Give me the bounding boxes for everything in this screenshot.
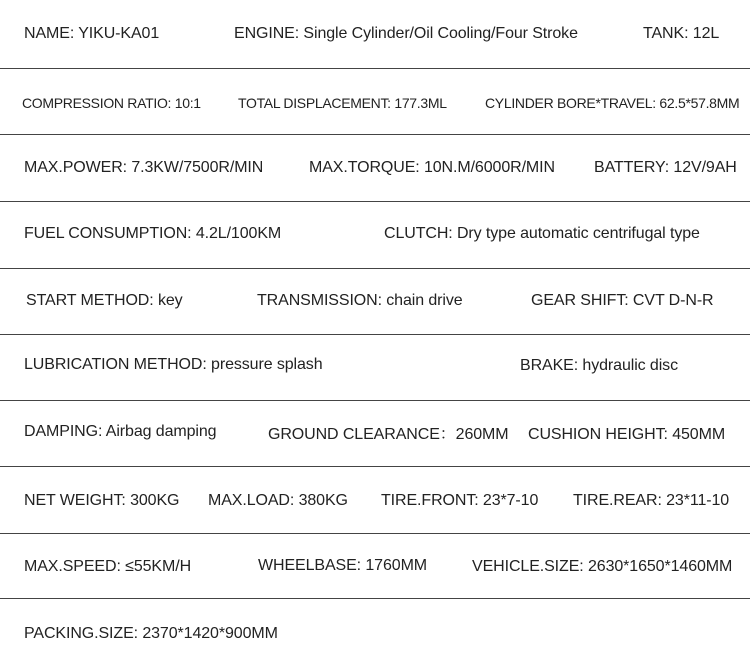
spec-name: NAME: YIKU-KA01 [24, 25, 160, 42]
spec-row-damping-clearance-cushion [0, 401, 750, 467]
spec-battery: BATTERY: 12V/9AH [594, 159, 737, 176]
spec-vehicle-size: VEHICLE.SIZE: 2630*1650*1460MM [472, 558, 733, 575]
spec-row-speed-wheelbase-size [0, 534, 750, 599]
spec-transmission: TRANSMISSION: chain drive [257, 292, 463, 309]
spec-max-load: MAX.LOAD: 380KG [208, 492, 348, 509]
spec-brake: BRAKE: hydraulic disc [520, 357, 678, 374]
spec-max-power: MAX.POWER: 7.3KW/7500R/MIN [24, 159, 264, 176]
spec-start-method: START METHOD: key [26, 292, 183, 309]
spec-max-torque: MAX.TORQUE: 10N.M/6000R/MIN [309, 159, 555, 176]
spec-row-fuel-clutch [0, 202, 750, 269]
spec-total-displacement: TOTAL DISPLACEMENT: 177.3ML [238, 95, 447, 111]
spec-compression-ratio: COMPRESSION RATIO: 10:1 [22, 95, 201, 111]
spec-gear-shift: GEAR SHIFT: CVT D-N-R [531, 292, 714, 309]
spec-row-lubrication-brake [0, 335, 750, 401]
spec-row-compression-displacement-bore [0, 69, 750, 135]
spec-clutch: CLUTCH: Dry type automatic centrifugal type [384, 225, 700, 242]
spec-row-packing-size [0, 599, 750, 666]
spec-damping: DAMPING: Airbag damping [24, 423, 217, 440]
spec-fuel-consumption: FUEL CONSUMPTION: 4.2L/100KM [24, 225, 282, 242]
spec-net-weight: NET WEIGHT: 300KG [24, 492, 180, 509]
spec-cylinder-bore-travel: CYLINDER BORE*TRAVEL: 62.5*57.8MM [485, 95, 740, 111]
spec-max-speed: MAX.SPEED: ≤55KM/H [24, 558, 192, 575]
spec-row-start-transmission-gear [0, 269, 750, 335]
spec-row-power-torque-battery [0, 135, 750, 202]
spec-tire-front: TIRE.FRONT: 23*7-10 [381, 492, 539, 509]
spec-packing-size: PACKING.SIZE: 2370*1420*900MM [24, 625, 278, 642]
spec-lubrication-method: LUBRICATION METHOD: pressure splash [24, 356, 323, 373]
spec-ground-clearance: GROUND CLEARANCE：260MM [268, 426, 509, 443]
spec-wheelbase: WHEELBASE: 1760MM [258, 557, 428, 574]
spec-tank: TANK: 12L [643, 25, 720, 42]
spec-engine: ENGINE: Single Cylinder/Oil Cooling/Four Stroke [234, 25, 578, 42]
spec-row-weight-load-tires [0, 467, 750, 534]
spec-tire-rear: TIRE.REAR: 23*11-10 [573, 492, 730, 509]
spec-cushion-height: CUSHION HEIGHT: 450MM [528, 426, 726, 443]
spec-row-name-engine-tank [0, 0, 750, 69]
